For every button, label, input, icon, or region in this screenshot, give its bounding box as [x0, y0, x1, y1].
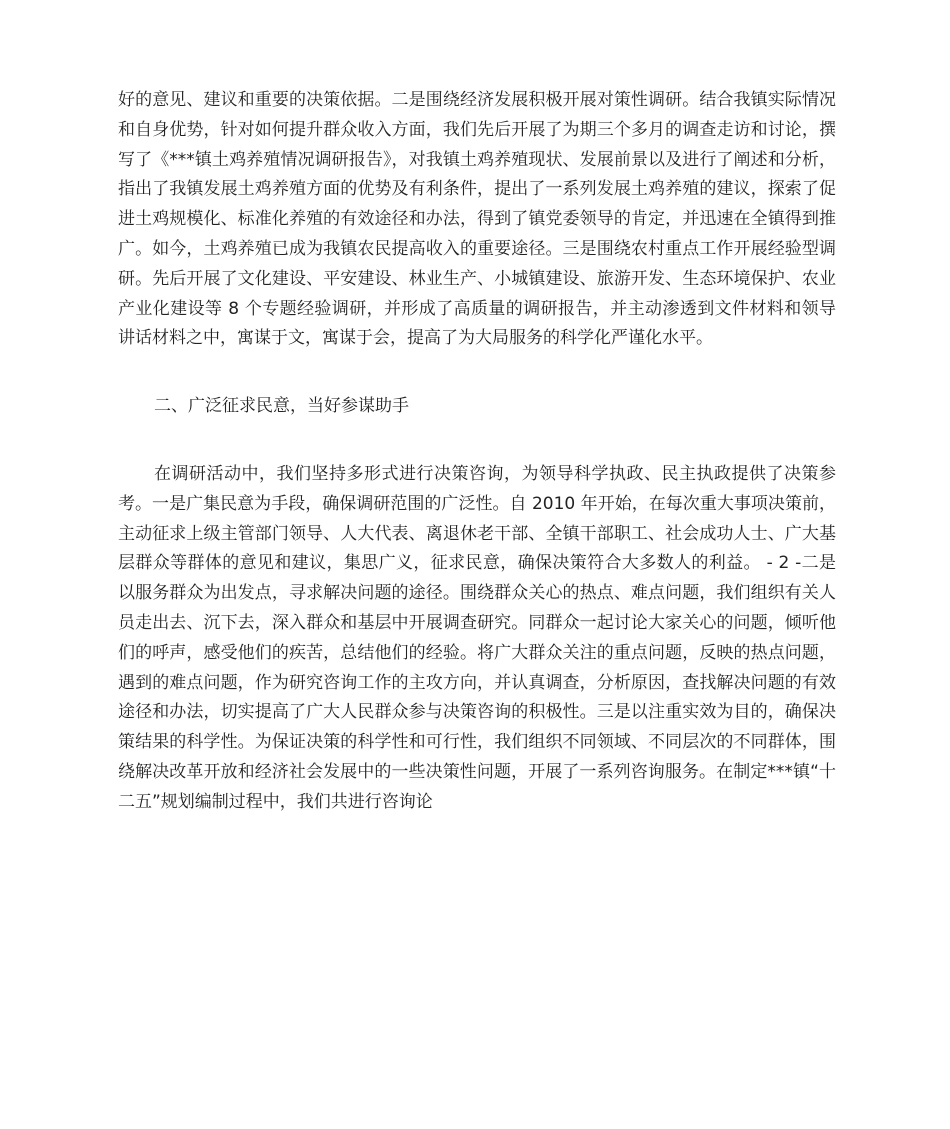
paragraph-spacer: [118, 354, 836, 392]
section-heading: 二、广泛征求民意，当好参谋助手: [154, 396, 409, 417]
body-paragraph-2: 在调研活动中，我们坚持多形式进行决策咨询，为领导科学执政、民主执政提供了决策参考。一是广集民意为手段，确保调研范围的广泛性。自 2010 年开始，在每次重大事项决策前，主动征求上级主管部门领导、人大代表、离退休老干部、全镇干部职工、社会成功人士、广大基层群众等群体的意见和建议，集思广义，征求民意，确保决策符合大多数人的利益。 - 2 -二是以服务群众为出发点，寻求解决问题的途径。围绕群众关心的热点、难点问题，我们组织有关人员走出去、沉下去，深入群众和基层中开展调查研究。同群众一起讨论大家关心的问题，倾听他们的呼声，感受他们的疾苦，总结他们的经验。将广大群众关注的重点问题，反映的热点问题，遇到的难点问题，作为研究咨询工作的主攻方向，并认真调查，分析原因，查找解决问题的有效途径和办法，切实提高了广大人民群众参与决策咨询的积极性。三是以注重实效为目的，确保决策结果的科学性。为保证决策的科学性和可行性，我们组织不同领域、不同层次的不同群体，围绕解决改革开放和经济社会发展中的一些决策性问题，开展了一系列咨询服务。在制定***镇“十二五”规划编制过程中，我们共进行咨询论: [118, 463, 836, 812]
body-paragraph-1: 好的意见、建议和重要的决策依据。二是围绕经济发展积极开展对策性调研。结合我镇实际情况和自身优势，针对如何提升群众收入方面，我们先后开展了为期三个多月的调查走访和讨论，撰写了《***镇土鸡养殖情况调研报告》，对我镇土鸡养殖现状、发展前景以及进行了阐述和分析，指出了我镇发展土鸡养殖方面的优势及有利条件，提出了一系列发展土鸡养殖的建议，探索了促进土鸡规模化、标准化养殖的有效途径和办法，得到了镇党委领导的肯定，并迅速在全镇得到推广。如今，土鸡养殖已成为我镇农民提高收入的重要途径。三是围绕农村重点工作开展经验型调研。先后开展了文化建设、平安建设、林业生产、小城镇建设、旅游开发、生态环境保护、农业产业化建设等 8 个专题经验调研，并形成了高质量的调研报告，并主动渗透到文件材料和领导讲话材料之中，寓谋于文，寓谋于会，提高了为大局服务的科学化严谨化水平。: [118, 90, 836, 349]
paragraph-spacer: [118, 422, 836, 460]
document-page: [118, 86, 836, 818]
